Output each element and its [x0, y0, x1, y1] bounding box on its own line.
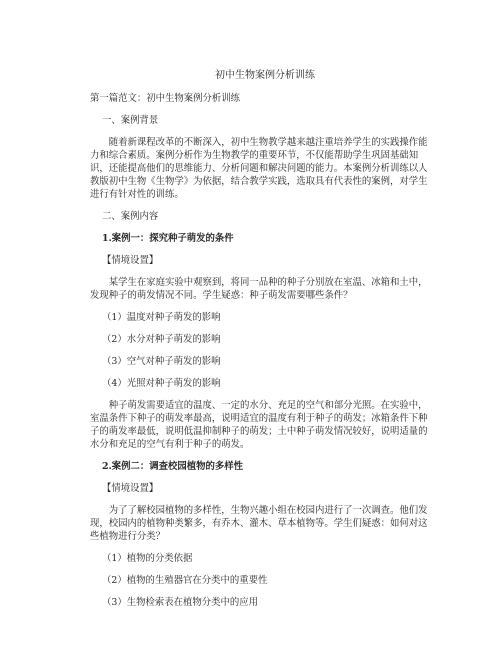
section-case-content: 二、案例内容	[102, 211, 159, 222]
case-one-item: （3）空气对种子萌发的影响	[102, 356, 221, 367]
case-two-item: （1）植物的分类依据	[102, 553, 193, 564]
section-case-background: 一、案例背景	[102, 115, 159, 126]
case-two-item: （3）生物检索表在植物分类中的应用	[102, 597, 258, 608]
case-one-item: （4）光照对种子萌发的影响	[102, 378, 221, 389]
document-title: 初中生物案例分析训练	[215, 70, 315, 81]
paragraph-background: 随着新课程改革的不断深入，初中生物教学越来越注重培养学生的实践操作能力和综合素质。案例分析作为生物教学的重要环节，不仅能帮助学生巩固基础知识，还能提高他们的思维能力、分析问题和解决问题的能力。本案例分析训练以人教版初中生物《生物学》为依据，结合教学实践，选取具有代表性的案例，对学生进行有针对性的训练。	[90, 137, 428, 200]
case-one-item: （1）温度对种子萌发的影响	[102, 312, 221, 323]
case-two-title: 2.案例二：调查校园植物的多样性	[102, 461, 244, 472]
case-two-setting-label: 【情境设置】	[102, 483, 159, 494]
case-one-setting-label: 【情境设置】	[102, 255, 159, 266]
case-two-item: （2）植物的生殖器官在分类中的重要性	[102, 575, 268, 586]
case-one-title: 1.案例一：探究种子萌发的条件	[102, 233, 234, 244]
case-one-paragraph: 某学生在家庭实验中观察到，将同一品种的种子分别放在室温、冰箱和土中，发现种子的萌发情况不同。学生疑惑：种子萌发需要哪些条件？	[90, 277, 428, 301]
case-one-conclusion: 种子萌发需要适宜的温度、一定的水分、充足的空气和部分光照。在实验中，室温条件下种子的萌发率最高，说明适宜的温度有利于种子的萌发；冰箱条件下种子的萌发率最低，说明低温抑制种子的萌发；土中种子萌发情况较好，说明适量的水分和充足的空气有利于种子的萌发。	[90, 400, 428, 450]
case-one-item: （2）水分对种子萌发的影响	[102, 334, 221, 345]
case-two-paragraph: 为了了解校园植物的多样性，生物兴趣小组在校园内进行了一次调查。他们发现，校园内的植物种类繁多，有乔木、灌木、草本植物等。学生们疑惑：如何对这些植物进行分类？	[90, 505, 428, 542]
heading-first-essay: 第一篇范文：初中生物案例分析训练	[90, 93, 241, 104]
